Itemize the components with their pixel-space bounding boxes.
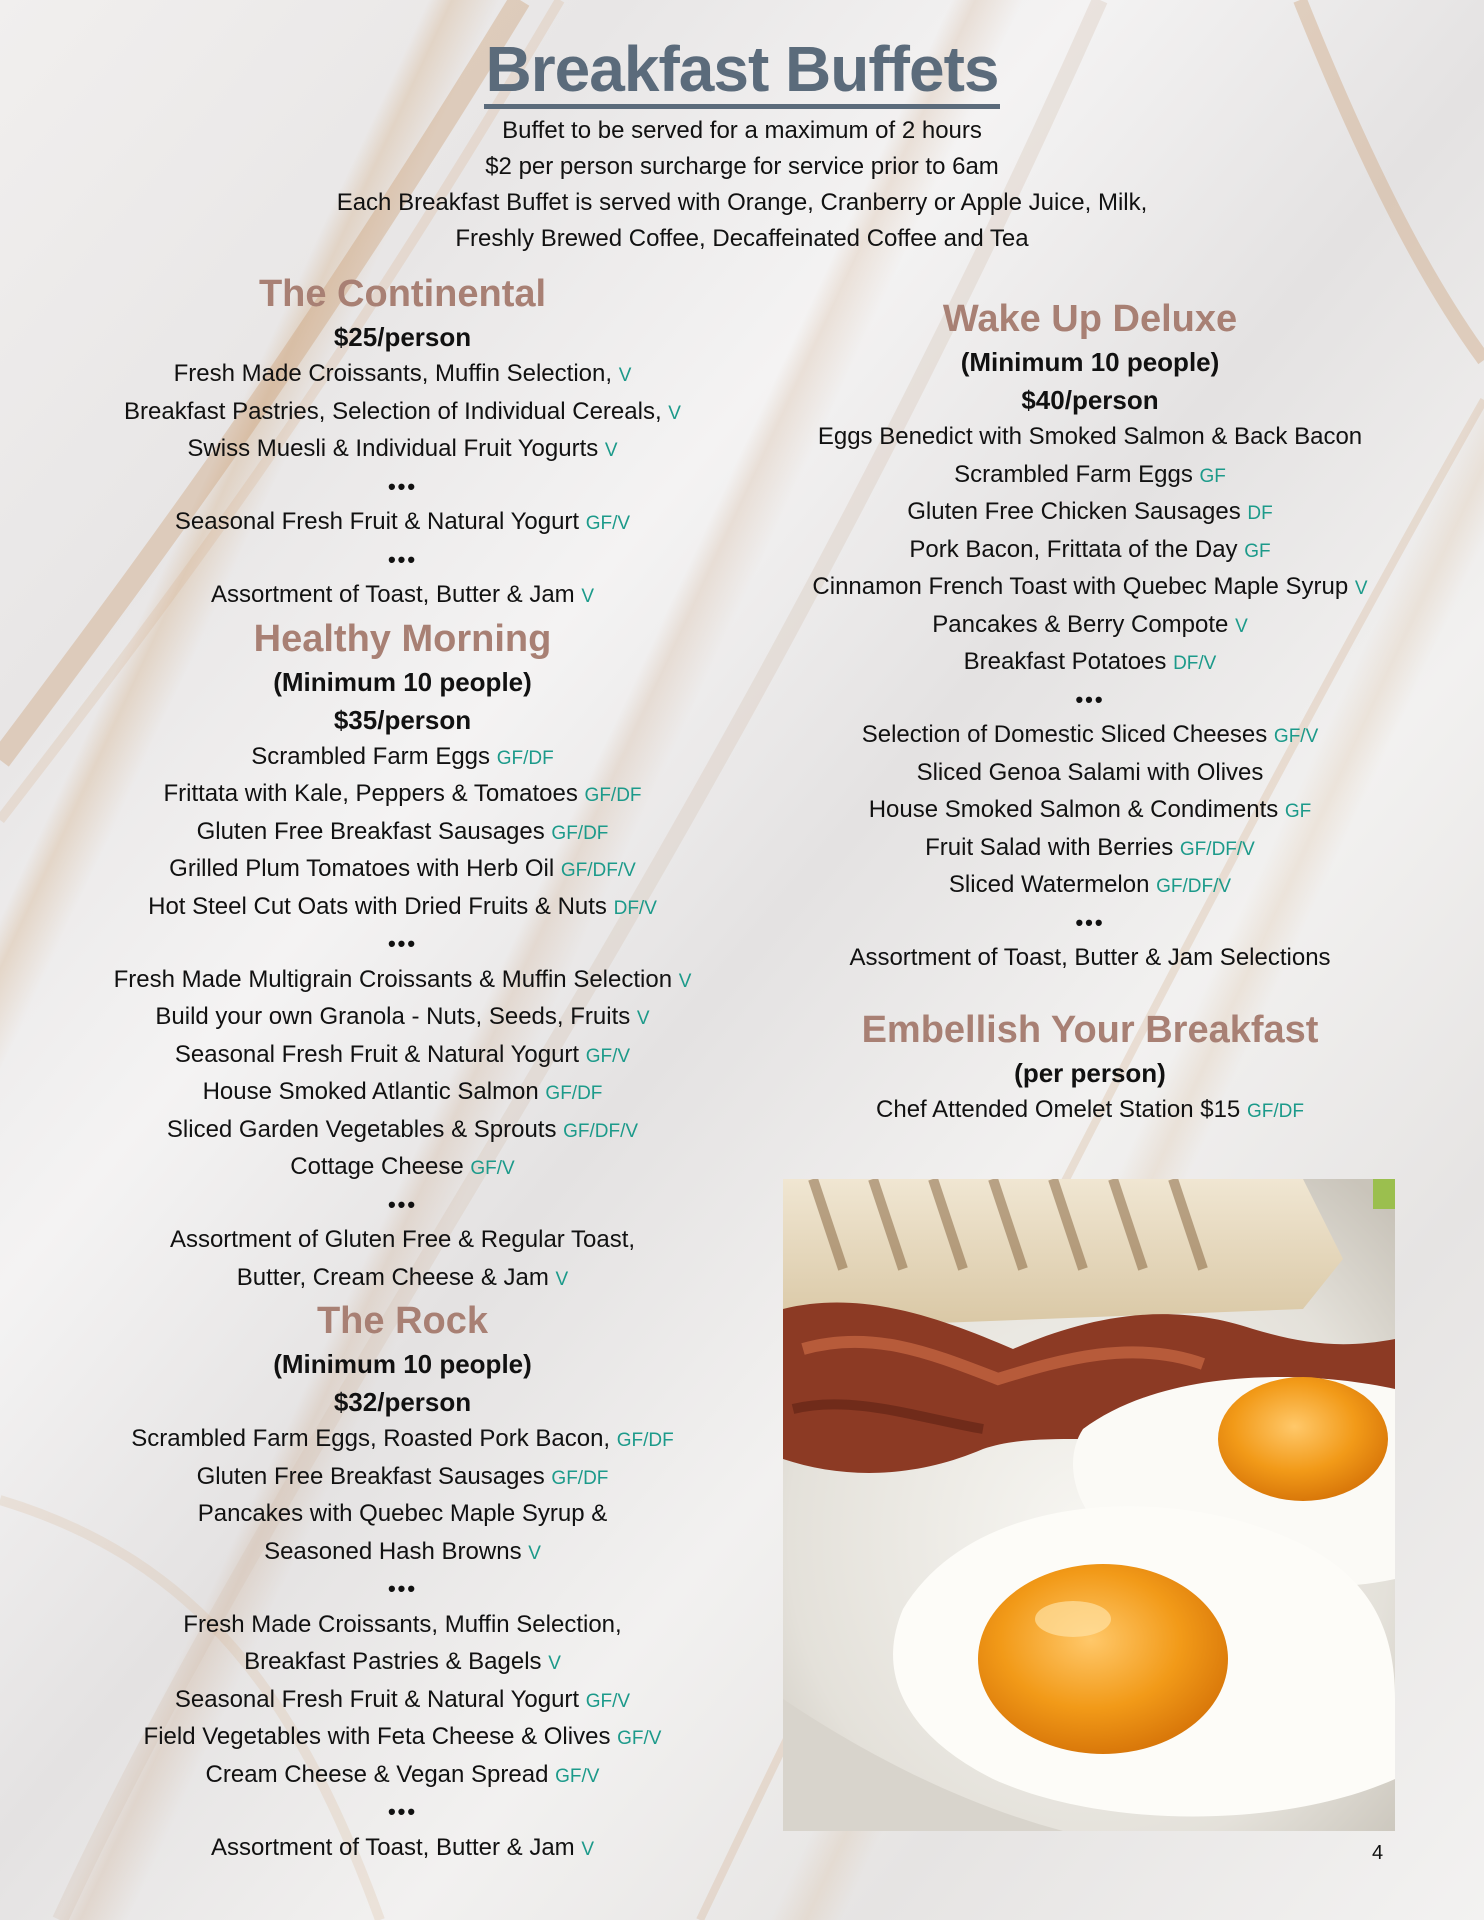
section-continental — [60, 270, 745, 615]
menu-item-text: Frittata with Kale, Peppers & Tomatoes — [163, 780, 585, 807]
section-title: Healthy Morning — [253, 617, 552, 660]
menu-item — [60, 999, 745, 1037]
menu-item — [60, 1757, 745, 1795]
menu-item-text: Assortment of Toast, Butter & Jam — [210, 1833, 582, 1861]
menu-item-text: Fruit Salad with Berries — [925, 833, 1180, 861]
section-note: (per person) — [1014, 1057, 1166, 1088]
diet-tag: V — [528, 1542, 541, 1564]
menu-item-text: Fresh Made Croissants, Muffin Selection, — [173, 360, 619, 387]
menu-item-text: Scrambled Farm Eggs — [251, 742, 497, 770]
menu-item — [60, 1607, 745, 1645]
diet-tag: GF/V — [617, 1728, 662, 1749]
section-wake-up-deluxe — [770, 295, 1410, 978]
diet-tag: V — [1354, 578, 1368, 599]
separator-dots: ••• — [1075, 909, 1105, 935]
menu-item-text: Grilled Plum Tomatoes with Herb Oil — [169, 855, 561, 882]
menu-item — [770, 940, 1410, 978]
menu-item — [60, 1222, 745, 1260]
menu-item — [60, 1534, 745, 1572]
page-header — [0, 33, 1484, 257]
diet-tag: DF — [1247, 503, 1273, 524]
menu-item-text: Eggs Benedict with Smoked Salmon & Back Bacon — [817, 423, 1363, 450]
menu-item — [60, 1682, 745, 1720]
menu-item — [770, 717, 1410, 755]
menu-item — [60, 356, 745, 394]
diet-tag: GF/V — [470, 1158, 515, 1179]
diet-tag: V — [581, 1838, 595, 1860]
menu-item — [770, 830, 1410, 868]
menu-item — [60, 776, 745, 814]
diet-tag: DF/V — [1173, 653, 1217, 674]
menu-item — [60, 1644, 745, 1682]
menu-item-text: Butter, Cream Cheese & Jam — [236, 1263, 556, 1291]
menu-item — [770, 1092, 1410, 1130]
menu-item-text: Build your own Granola - Nuts, Seeds, Fruits — [155, 1003, 637, 1030]
menu-item-text: Breakfast Potatoes — [963, 648, 1174, 675]
menu-item — [60, 1037, 745, 1075]
separator-dots: ••• — [387, 931, 418, 956]
menu-item-text: Assortment of Toast, Butter & Jam — [210, 581, 582, 608]
menu-item — [60, 1260, 745, 1298]
page-title: Breakfast Buffets — [484, 36, 1001, 109]
diet-tag: GF/V — [585, 1045, 631, 1067]
section-price: $25/person — [333, 322, 472, 352]
separator-dots: ••• — [387, 1191, 418, 1217]
menu-item-text: Swiss Muesli & Individual Fruit Yogurts — [187, 435, 605, 462]
menu-item-text: Selection of Domestic Sliced Cheeses — [861, 721, 1274, 748]
diet-tag: V — [604, 440, 618, 461]
menu-item — [770, 607, 1410, 645]
menu-item-text: Breakfast Pastries & Bagels — [244, 1648, 549, 1675]
menu-item-text: Gluten Free Chicken Sausages — [907, 498, 1248, 525]
separator-dots: ••• — [387, 1799, 418, 1824]
menu-item-text: Gluten Free Breakfast Sausages — [196, 1462, 552, 1490]
section-minimum-note: (Minimum 10 people) — [273, 1349, 532, 1379]
section-minimum-note: (Minimum 10 people) — [273, 666, 532, 697]
section-title: The Rock — [316, 1300, 489, 1342]
diet-tag: GF/V — [585, 513, 631, 534]
header-note-line: Each Breakfast Buffet is served with Orange, Cranberry or Apple Juice, Milk, — [336, 189, 1148, 216]
diet-tag: V — [618, 365, 632, 386]
menu-item-text: Scrambled Farm Eggs, Roasted Pork Bacon, — [131, 1425, 617, 1452]
menu-item — [60, 394, 745, 432]
section-price: $40/person — [1021, 385, 1159, 415]
menu-item — [770, 644, 1410, 682]
menu-item — [60, 1459, 745, 1497]
diet-tag: GF/DF — [584, 785, 642, 806]
diet-tag: GF/DF/V — [560, 860, 636, 881]
menu-item — [770, 419, 1410, 457]
diet-tag: GF/DF — [496, 747, 554, 769]
menu-item — [60, 851, 745, 889]
right-column — [770, 295, 1410, 1129]
eggs-and-bacon-illustration — [783, 1179, 1395, 1831]
menu-item-text: Seasoned Hash Browns — [264, 1537, 529, 1565]
menu-item — [770, 792, 1410, 830]
diet-tag: GF/V — [555, 1765, 600, 1787]
left-column — [60, 270, 745, 1867]
diet-tag: GF/DF/V — [1179, 838, 1255, 860]
menu-item — [60, 889, 745, 927]
diet-tag: GF/DF — [551, 822, 609, 844]
diet-tag: DF/V — [613, 897, 657, 919]
diet-tag: GF/DF — [1246, 1100, 1304, 1122]
diet-tag: GF/DF/V — [1156, 876, 1232, 897]
menu-item-text: Seasonal Fresh Fruit & Natural Yogurt — [174, 508, 586, 535]
menu-item-text: Cream Cheese & Vegan Spread — [205, 1760, 556, 1788]
menu-item-text: Pancakes & Berry Compote — [932, 610, 1236, 638]
menu-item-text: Gluten Free Breakfast Sausages — [196, 817, 552, 845]
page-number: 4 — [1372, 1842, 1384, 1864]
menu-item-text: Pancakes with Quebec Maple Syrup & — [197, 1500, 608, 1527]
diet-tag: GF — [1199, 465, 1226, 487]
menu-item — [60, 1421, 745, 1459]
section-price: $32/person — [333, 1387, 472, 1417]
menu-item — [60, 1149, 745, 1187]
header-note-line: $2 per person surcharge for service prior to 6am — [485, 153, 999, 180]
diet-tag: GF — [1284, 801, 1312, 822]
menu-item — [60, 962, 745, 1000]
section-title: Embellish Your Breakfast — [861, 1008, 1319, 1051]
diet-tag: GF/DF — [545, 1083, 603, 1104]
menu-item-text: Chef Attended Omelet Station $15 — [876, 1095, 1247, 1123]
breakfast-photo — [783, 1179, 1395, 1831]
menu-item — [770, 569, 1410, 607]
menu-item-text: Field Vegetables with Feta Cheese & Olives — [143, 1723, 618, 1750]
section-embellish — [770, 1006, 1410, 1130]
diet-tag: GF/DF — [616, 1430, 674, 1451]
section-healthy-morning — [60, 615, 745, 1298]
menu-item-text: Sliced Genoa Salami with Olives — [916, 758, 1264, 786]
menu-item — [60, 739, 745, 777]
menu-item-text: Pork Bacon, Frittata of the Day — [909, 535, 1245, 563]
separator-dots: ••• — [1075, 686, 1105, 712]
menu-item-text: Assortment of Gluten Free & Regular Toast, — [169, 1226, 636, 1253]
section-title: Wake Up Deluxe — [942, 298, 1238, 340]
menu-item-text: Seasonal Fresh Fruit & Natural Yogurt — [174, 1040, 586, 1068]
menu-item — [60, 814, 745, 852]
diet-tag: V — [668, 402, 681, 424]
menu-item-text: House Smoked Salmon & Condiments — [868, 796, 1285, 823]
menu-item — [770, 457, 1410, 495]
diet-tag: V — [1235, 615, 1248, 637]
menu-item-text: House Smoked Atlantic Salmon — [202, 1078, 546, 1105]
menu-item-text: Cottage Cheese — [290, 1153, 471, 1180]
menu-item — [60, 1074, 745, 1112]
menu-item — [770, 532, 1410, 570]
diet-tag: GF/V — [585, 1690, 631, 1712]
menu-item-text: Seasonal Fresh Fruit & Natural Yogurt — [174, 1685, 586, 1713]
diet-tag: GF — [1244, 540, 1271, 562]
diet-tag: V — [636, 1008, 650, 1029]
section-title: The Continental — [258, 273, 547, 315]
section-price: $35/person — [333, 704, 472, 735]
menu-item-text: Fresh Made Croissants, Muffin Selection, — [183, 1610, 622, 1638]
menu-item-text: Hot Steel Cut Oats with Dried Fruits & Nuts — [148, 892, 614, 920]
menu-item — [770, 867, 1410, 905]
menu-item — [60, 577, 745, 615]
menu-item-text: Sliced Garden Vegetables & Sprouts — [166, 1115, 564, 1143]
menu-item — [60, 1496, 745, 1534]
menu-item-text: Fresh Made Multigrain Croissants & Muffin Selection — [113, 965, 679, 993]
menu-item — [770, 494, 1410, 532]
separator-dots: ••• — [387, 473, 418, 499]
menu-item-text: Sliced Watermelon — [948, 871, 1157, 898]
menu-item — [60, 431, 745, 469]
menu-item-text: Cinnamon French Toast with Quebec Maple Syrup — [812, 573, 1355, 600]
diet-tag: GF/DF — [551, 1467, 609, 1489]
header-note-line: Buffet to be served for a maximum of 2 hours — [502, 117, 982, 144]
menu-item — [60, 1719, 745, 1757]
diet-tag: GF/DF/V — [563, 1120, 639, 1142]
header-notes — [0, 113, 1484, 257]
menu-item-text: Breakfast Pastries, Selection of Individual Cereals, — [124, 397, 669, 425]
separator-dots: ••• — [387, 1576, 418, 1601]
section-minimum-note: (Minimum 10 people) — [960, 347, 1220, 377]
diet-tag: GF/V — [1273, 726, 1319, 747]
diet-tag: V — [548, 1653, 561, 1674]
separator-dots: ••• — [387, 546, 418, 572]
header-note-line: Freshly Brewed Coffee, Decaffeinated Coffee and Tea — [455, 225, 1029, 252]
menu-item — [60, 1112, 745, 1150]
diet-tag: V — [581, 586, 595, 607]
diet-tag: V — [555, 1268, 569, 1290]
menu-item — [60, 1830, 745, 1868]
section-the-rock — [60, 1297, 745, 1867]
menu-item — [770, 755, 1410, 793]
menu-item-text: Assortment of Toast, Butter & Jam Selections — [849, 944, 1331, 971]
menu-item — [60, 504, 745, 542]
menu-item-text: Scrambled Farm Eggs — [954, 460, 1200, 488]
diet-tag: V — [678, 970, 692, 992]
